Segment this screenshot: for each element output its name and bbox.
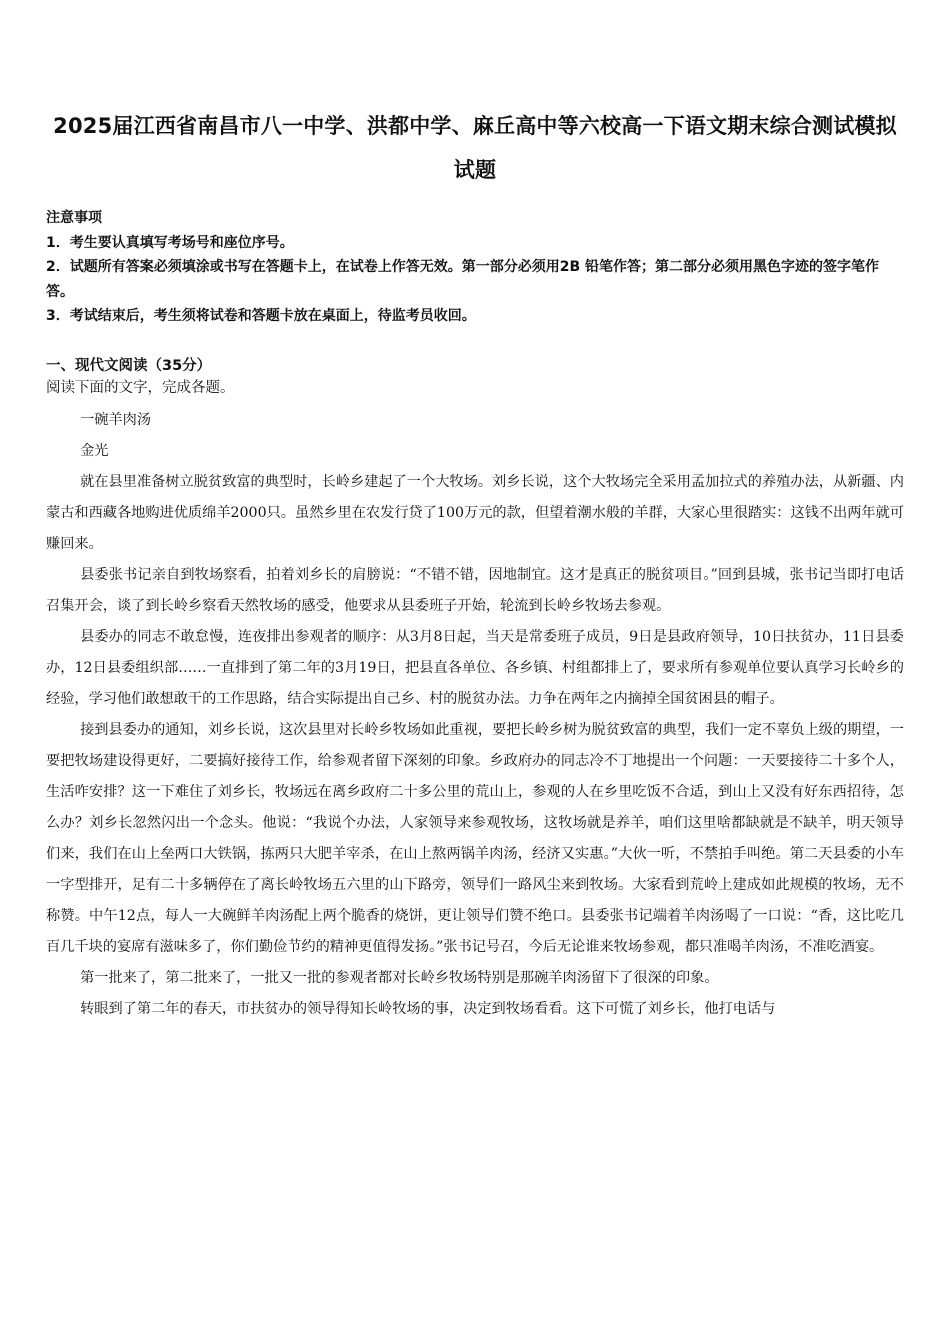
paragraph: 就在县里准备树立脱贫致富的典型时，长岭乡建起了一个大牧场。刘乡长说，这个大牧场完全采用孟加拉式的养殖办法，从新疆、内蒙古和西藏各地购进优质绵羊2000只。虽然乡里在农发行贷了100万元的款，但望着潮水般的羊群，大家心里很踏实：这钱不出两年就可赚回来。: [46, 473, 904, 552]
article-body: [46, 405, 904, 1025]
document-title: 2025届江西省南昌市八一中学、洪都中学、麻丘高中等六校高一下语文期末综合测试模拟试题: [53, 114, 897, 182]
notice-item: 2．试题所有答案必须填涂或书写在答题卡上，在试卷上作答无效。第一部分必须用2B 铅笔作答；第二部分必须用黑色字迹的签字笔作答。: [46, 259, 880, 300]
notice-block: [46, 206, 904, 329]
section-heading: 一、现代文阅读（35分）: [46, 357, 212, 374]
paragraph: 县委张书记亲自到牧场察看，拍着刘乡长的肩膀说：“不错不错，因地制宜。这才是真正的脱贫项目。”回到县城，张书记当即打电话召集开会，谈了到长岭乡察看天然牧场的感受，他要求从县委班子开始，轮流到长岭乡牧场去参观。: [46, 566, 904, 614]
article-title: 一碗羊肉汤: [80, 411, 152, 428]
notice-item: 3．考试结束后，考生须将试卷和答题卡放在桌面上，待监考员收回。: [46, 308, 476, 324]
paragraph: 第一批来了，第二批来了，一批又一批的参观者都对长岭乡牧场特别是那碗羊肉汤留下了很深的印象。: [80, 969, 719, 986]
article-author: 金光: [80, 442, 109, 459]
notice-item: 1．考生要认真填写考场号和座位序号。: [46, 234, 294, 251]
reading-instruction: 阅读下面的文字，完成各题。: [46, 379, 235, 396]
paragraph: 县委办的同志不敢怠慢，连夜排出参观者的顺序：从3月8日起，当天是常委班子成员，9日是县政府领导，10日扶贫办，11日县委办，12日县委组织部……一直排到了第二年的3月19日，把县直各单位、各乡镇、村组都排上了，要求所有参观单位要认真学习长岭乡的经验，学习他们敢想敢干的工作思路，结合实际提出自己乡、村的脱贫办法。力争在两年之内摘掉全国贫困县的帽子。: [46, 628, 904, 707]
paragraph: 转眼到了第二年的春天，市扶贫办的领导得知长岭牧场的事，决定到牧场看看。这下可慌了刘乡长，他打电话与: [80, 1000, 776, 1017]
notice-heading: 注意事项: [46, 210, 102, 226]
paragraph: 接到县委办的通知，刘乡长说，这次县里对长岭乡牧场如此重视，要把长岭乡树为脱贫致富的典型，我们一定不辜负上级的期望，一要把牧场建设得更好，二要搞好接待工作，给参观者留下深刻的印象。乡政府办的同志冷不丁地提出一个问题：一天要接待二十多个人，生活咋安排？这一下难住了刘乡长，牧场远在离乡政府二十多公里的荒山上，参观的人在乡里吃饭不合适，到山上又没有好东西招待，怎么办？刘乡长忽然闪出一个念头。他说：“我说个办法，人家领导来参观牧场，这牧场就是养羊，咱们这里啥都缺就是不缺羊，明天领导们来，我们在山上垒两口大铁锅，拣两只大肥羊宰杀，在山上熬两锅羊肉汤，经济又实惠。”大伙一听，不禁拍手叫绝。第二天县委的小车一字型排开，足有二十多辆停在了离长岭牧场五六里的山下路旁，领导们一路风尘来到牧场。大家看到荒岭上建成如此规模的牧场，无不称赞。中午12点，每人一大碗鲜羊肉汤配上两个脆香的烧饼，更让领导们赞不绝口。县委张书记端着羊肉汤喝了一口说：“香，这比吃几百几千块的宴席有滋味多了，你们勤俭节约的精神更值得发扬。”张书记号召，今后无论谁来牧场参观，都只准喝羊肉汤，不准吃酒宴。: [46, 721, 904, 955]
